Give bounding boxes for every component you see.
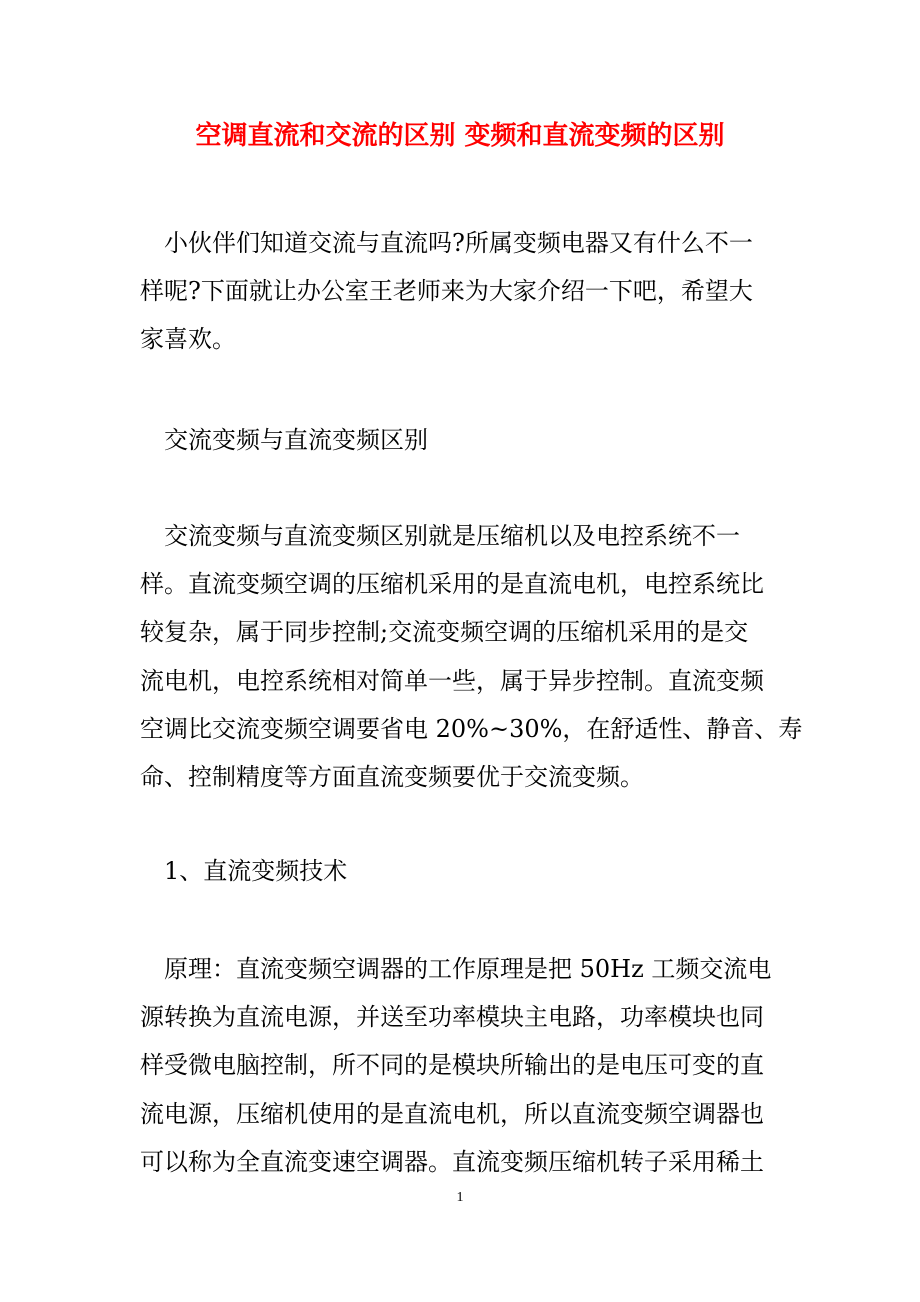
intro-line-1: 小伙伴们知道交流与直流吗?所属变频电器又有什么不一: [164, 229, 753, 257]
intro-paragraph: [140, 219, 780, 364]
principle-line-3: 样受微电脑控制，所不同的是模块所输出的是电压可变的直: [140, 1051, 764, 1080]
difference-line-2: 样。直流变频空调的压缩机采用的是直流电机，电控系统比: [140, 570, 764, 599]
page-title: 空调直流和交流的区别 变频和直流变频的区别: [195, 121, 725, 151]
principle-line-2: 源转换为直流电源，并送至功率模块主电路，功率模块也同: [140, 1003, 764, 1032]
difference-line-5: 空调比交流变频空调要省电 20%~30%，在舒适性、静音、寿: [140, 714, 803, 743]
difference-line-3: 较复杂，属于同步控制;交流变频空调的压缩机采用的是交: [140, 618, 749, 647]
difference-line-6: 命、控制精度等方面直流变频要优于交流变频。: [140, 763, 644, 792]
principle-line-1: 原理：直流变频空调器的工作原理是把 50Hz 工频交流电: [164, 955, 772, 983]
section-heading-ac-dc-difference: 交流变频与直流变频区别: [164, 426, 428, 454]
section-heading-dc-inverter-tech: 1、直流变频技术: [164, 857, 348, 885]
intro-line-2: 样呢?下面就让办公室王老师来为大家介绍一下吧，希望大: [140, 277, 753, 306]
principle-line-4: 流电源，压缩机使用的是直流电机，所以直流变频空调器也: [140, 1099, 764, 1128]
page-number: 1: [456, 1190, 464, 1205]
intro-line-3: 家喜欢。: [140, 325, 236, 354]
principle-line-5: 可以称为全直流变速空调器。直流变频压缩机转子采用稀土: [140, 1147, 764, 1176]
difference-line-4: 流电机，电控系统相对简单一些，属于异步控制。直流变频: [140, 666, 764, 695]
principle-paragraph: [140, 945, 780, 1186]
difference-paragraph: [140, 512, 803, 801]
difference-line-1: 交流变频与直流变频区别就是压缩机以及电控系统不一: [164, 522, 740, 550]
